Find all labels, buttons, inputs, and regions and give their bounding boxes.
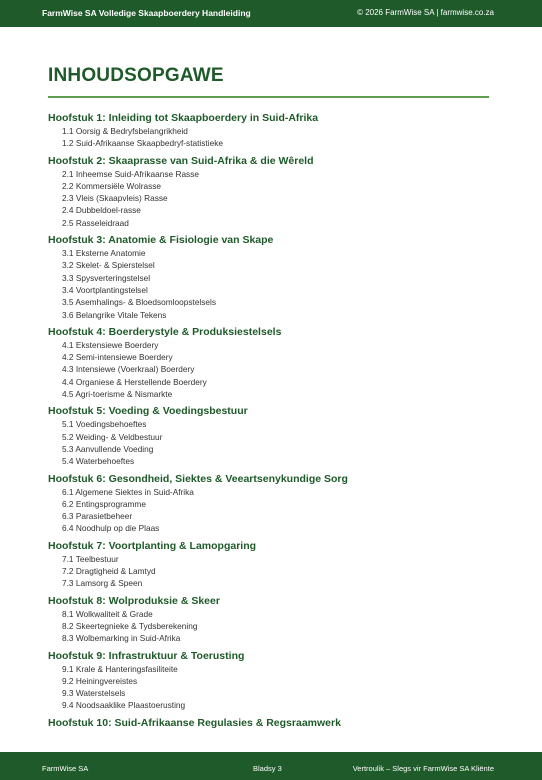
toc-section-item: 9.1 Krale & Hanteringsfasiliteite [62,663,178,674]
toc-section-item: 2.1 Inheemse Suid-Afrikaanse Rasse [62,168,199,179]
toc-section-item: 6.4 Noodhulp op die Plaas [62,523,160,534]
toc-chapter-title: Hoofstuk 5: Voeding & Voedingsbestuur [48,405,248,418]
chapter-list [48,111,489,730]
toc-section-item: 8.1 Wolkwaliteit & Grade [62,608,153,619]
toc-chapter-title: Hoofstuk 1: Inleiding tot Skaapboerdery in Suid-Afrika [48,112,319,124]
toc-chapter-title: Hoofstuk 8: Wolproduksie & Skeer [48,594,220,607]
toc-title: INHOUDSOPGAWE [48,65,224,86]
footer-brand: FarmWise SA [42,764,89,773]
toc-section-item: 6.1 Algemene Siektes in Suid-Afrika [62,486,194,497]
toc-chapter [48,472,489,535]
toc-section-item: 9.3 Waterstelsels [62,688,126,699]
footer-confidential: Vertroulik – Slegs vir FarmWise SA Kliënte [352,764,494,773]
toc-chapter [48,649,489,712]
toc-chapter [48,111,489,150]
page-header [0,0,542,27]
toc-chapter-title: Hoofstuk 9: Infrastruktuur & Toerusting [48,649,245,662]
toc-section-item: 3.5 Asemhalings- & Bloedsomloopstelsels [62,297,217,308]
toc-chapter-title: Hoofstuk 3: Anatomie & Fisiologie van Skape [48,234,274,247]
header-copyright: © 2026 FarmWise SA | farmwise.co.za [357,8,494,17]
toc-section-item: 2.3 Vleis (Skaapvleis) Rasse [62,193,168,204]
toc-section-item: 4.3 Intensiewe (Voerkraal) Boerdery [62,364,195,375]
toc-chapter [48,233,489,321]
toc-section-item: 8.3 Wolbemarking in Suid-Afrika [62,633,181,644]
toc-section-item: 5.2 Weiding- & Veldbestuur [62,431,163,442]
toc-chapter-title: Hoofstuk 10: Suid-Afrikaanse Regulasies & Regsraamwerk [48,716,341,729]
toc-section-item: 3.4 Voortplantingstelsel [62,284,148,295]
toc-section-item: 7.3 Lamsorg & Speen [62,578,143,589]
toc-section-item: 1.1 Oorsig & Bedryfsbelangrikheid [62,126,188,136]
toc-section-item: 3.1 Eksterne Anatomie [62,248,146,259]
toc-section-item: 1.2 Suid-Afrikaanse Skaapbedryf-statistieke [62,138,223,149]
toc-section-item: 4.5 Agri-toerisme & Nismarkte [62,389,173,400]
toc-chapter-title: Hoofstuk 7: Voortplanting & Lamopgaring [48,539,257,552]
header-title: FarmWise SA Volledige Skaapboerdery Handleiding [42,8,251,18]
page-footer [0,752,542,780]
toc-section-item: 3.3 Spysverteringstelsel [62,272,151,283]
toc-section-item: 4.4 Organiese & Herstellende Boerdery [62,376,207,387]
toc-section-item: 2.4 Dubbeldoel-rasse [62,205,141,216]
toc-section-item: 9.2 Heiningvereistes [62,675,138,686]
toc-section-item: 4.2 Semi-intensiewe Boerdery [62,352,173,363]
toc-chapter [48,539,489,590]
toc-section-item: 8.2 Skeertegnieke & Tydsberekening [62,620,198,631]
toc-section-item: 7.1 Teelbestuur [62,553,119,564]
toc-section-item: 9.4 Noodsaaklike Plaastoerusting [62,700,186,711]
toc-section-item: 3.6 Belangrike Vitale Tekens [62,309,167,320]
footer-page-number: Bladsy 3 [253,764,282,773]
toc-chapter-title: Hoofstuk 6: Gesondheid, Siektes & Veeartsenykundige Sorg [48,472,348,485]
toc-section-item: 6.3 Parasietbeheer [62,511,133,522]
toc-chapter [48,404,489,467]
toc-section-item: 6.2 Entingsprogramme [62,498,146,509]
title-divider [48,96,489,98]
toc-section-item: 2.2 Kommersiële Wolrasse [62,180,161,191]
toc-content [48,64,489,734]
toc-section-item: 7.2 Dragtigheid & Lamtyd [62,566,156,577]
toc-chapter [48,716,489,730]
toc-section-item: 4.1 Ekstensiewe Boerdery [62,339,159,350]
toc-chapter [48,594,489,645]
toc-chapter [48,325,489,400]
toc-chapter [48,154,489,229]
toc-chapter-title: Hoofstuk 4: Boerderystyle & Produksiestelsels [48,325,282,338]
toc-section-item: 5.1 Voedingsbehoeftes [62,419,147,430]
toc-chapter-title: Hoofstuk 2: Skaaprasse van Suid-Afrika & die Wêreld [48,154,314,167]
toc-section-item: 5.4 Waterbehoeftes [62,456,135,467]
toc-section-item: 5.3 Aanvullende Voeding [62,443,154,454]
toc-section-item: 2.5 Rasseleidraad [62,217,129,228]
toc-section-item: 3.2 Skelet- & Spierstelsel [62,260,155,271]
